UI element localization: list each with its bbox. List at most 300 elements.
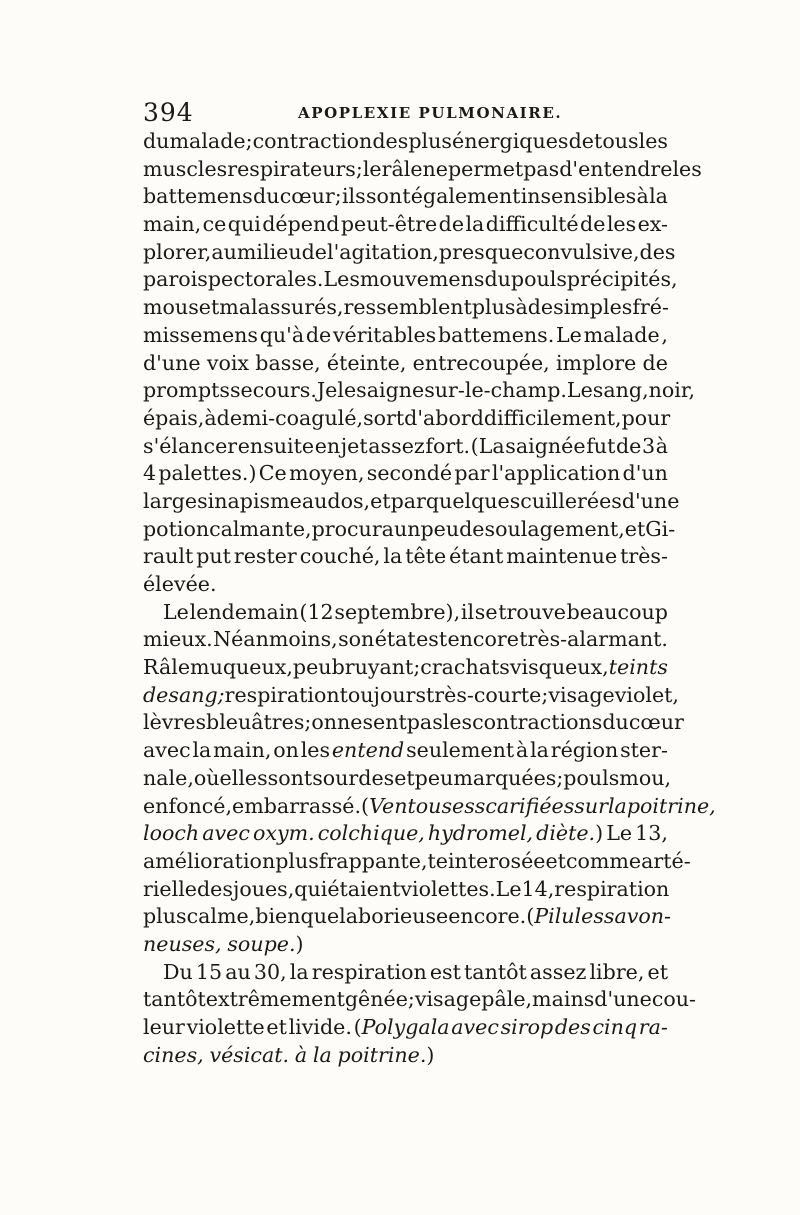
word: crachats xyxy=(420,655,510,680)
word: noir, xyxy=(648,378,696,403)
word: neuses, xyxy=(143,931,222,956)
word: teinte xyxy=(427,848,489,873)
word: de xyxy=(642,350,668,375)
word: étaient xyxy=(327,876,401,901)
word: des xyxy=(196,876,233,901)
text-line xyxy=(143,931,668,959)
word: il xyxy=(460,599,475,624)
word: (Ventouses xyxy=(361,793,475,818)
word: put xyxy=(196,544,231,569)
word: convulsive, xyxy=(523,239,640,264)
word: assurés, xyxy=(257,295,344,320)
word: sont xyxy=(267,765,313,790)
word: assez xyxy=(368,433,425,458)
word: cœur; xyxy=(279,184,342,209)
word: éteinte, xyxy=(326,350,407,375)
word: très-alarmant. xyxy=(519,627,668,652)
text-line xyxy=(143,211,668,239)
word: et xyxy=(198,295,220,320)
word: entend xyxy=(331,738,405,763)
word: joues, xyxy=(232,876,295,901)
word: bruyant; xyxy=(331,655,421,680)
word: et xyxy=(647,959,668,984)
word: étant xyxy=(449,544,504,569)
page-header xyxy=(143,98,668,126)
word: Le xyxy=(495,876,522,901)
text-line xyxy=(143,820,668,848)
word: pas xyxy=(523,156,560,181)
word: visqueux, xyxy=(509,655,609,680)
word: la xyxy=(530,738,549,763)
word: (Pilules xyxy=(526,904,604,929)
word: peu xyxy=(414,765,454,790)
word: large xyxy=(143,488,198,513)
word: mouvemens xyxy=(359,267,485,292)
word: 14, xyxy=(521,876,555,901)
word: rielle xyxy=(143,876,197,901)
word: la xyxy=(289,959,309,984)
word: extrêmement xyxy=(205,987,345,1012)
word: est xyxy=(429,959,461,984)
word: les xyxy=(672,156,702,181)
page-body-text xyxy=(143,128,716,1069)
text-line xyxy=(143,682,679,710)
word: sont xyxy=(365,184,411,209)
word: du xyxy=(484,267,511,292)
word: main, xyxy=(213,738,272,763)
word: calme, xyxy=(186,904,256,929)
word: 30, xyxy=(253,959,287,984)
text-line xyxy=(143,793,716,821)
text-line xyxy=(143,460,668,488)
word: ra- xyxy=(638,1015,668,1039)
word: malade xyxy=(583,322,660,347)
word: assez xyxy=(529,959,587,984)
word: cinq xyxy=(592,1015,638,1039)
word: ster- xyxy=(620,738,668,763)
word: Le xyxy=(566,378,593,403)
word: procura xyxy=(311,516,394,541)
word: (La xyxy=(470,433,505,458)
word: seulement xyxy=(406,738,515,763)
word: plus xyxy=(471,295,516,320)
word: de xyxy=(305,322,332,347)
word: avec xyxy=(451,1015,499,1039)
text-line xyxy=(143,1042,668,1070)
word: respirateurs; xyxy=(227,156,363,181)
word: du xyxy=(253,184,280,209)
word: peut-être xyxy=(340,212,438,237)
word: amélioration xyxy=(143,848,276,873)
word: se xyxy=(474,599,498,624)
word: au xyxy=(301,488,328,513)
word: moyen, xyxy=(288,461,365,486)
word: respiration xyxy=(224,682,340,707)
word: fort. xyxy=(425,433,471,458)
word: la xyxy=(607,793,627,818)
word: bien xyxy=(255,904,301,929)
word: gênée; xyxy=(344,987,415,1012)
text-line xyxy=(143,654,668,682)
word: en xyxy=(314,433,341,458)
word: rault xyxy=(143,544,194,569)
text-line xyxy=(143,543,668,571)
text-line xyxy=(143,405,671,433)
word: sirop xyxy=(500,1015,554,1039)
word: septembre), xyxy=(334,599,461,624)
word: également xyxy=(410,184,521,209)
word: sent xyxy=(362,710,407,735)
word: de xyxy=(459,516,485,541)
word: Ce xyxy=(258,461,287,486)
text-line xyxy=(143,377,696,405)
text-line xyxy=(143,848,691,876)
text-line xyxy=(143,1014,668,1042)
word: précipités xyxy=(566,267,672,292)
word: Néanmoins, xyxy=(213,627,338,652)
word: 13, xyxy=(635,821,668,846)
word: violet, xyxy=(614,682,679,707)
word: peu xyxy=(420,516,460,541)
word: ensuite xyxy=(237,433,315,458)
word: voix xyxy=(206,350,250,375)
word: simples xyxy=(553,295,633,320)
word: violettes. xyxy=(400,876,496,901)
word: lendemain xyxy=(189,599,299,624)
word: marquées; xyxy=(453,765,564,790)
word: insensibles xyxy=(520,184,637,209)
word: du xyxy=(143,129,170,153)
word: diète.) xyxy=(536,821,604,846)
word: maintenue xyxy=(506,544,618,569)
word: sur xyxy=(574,793,608,818)
word: ce xyxy=(202,212,227,237)
text-line xyxy=(143,737,668,765)
word: on xyxy=(273,738,299,763)
word: la xyxy=(383,544,403,569)
word: un xyxy=(393,516,421,541)
text-line xyxy=(143,626,668,654)
word: son xyxy=(338,627,375,652)
word: secondé xyxy=(366,461,453,486)
word: au xyxy=(225,959,251,984)
word: à xyxy=(204,405,217,430)
word: (12 xyxy=(299,599,334,624)
word: , xyxy=(661,322,668,347)
word: région xyxy=(550,738,619,763)
word: à xyxy=(655,433,668,458)
word: presque xyxy=(438,239,524,264)
word: saignée xyxy=(505,433,586,458)
text-line xyxy=(143,571,668,599)
word: pas xyxy=(406,710,443,735)
word: prompts xyxy=(143,378,230,403)
word: difficulté xyxy=(485,212,579,237)
word: la xyxy=(465,212,485,237)
word: demi-coagulé, xyxy=(216,405,364,430)
word: à xyxy=(515,738,529,763)
word: hydromel, xyxy=(427,821,534,846)
word: frappante, xyxy=(318,848,428,873)
word: mains xyxy=(532,987,595,1012)
text-line xyxy=(143,266,678,294)
word: de xyxy=(301,239,327,264)
word: sourdes xyxy=(312,765,395,790)
word: d'entendre xyxy=(559,156,673,181)
word: looch xyxy=(143,821,200,846)
word: ex- xyxy=(637,212,668,237)
word: poitrine.) xyxy=(337,1042,435,1067)
word: où xyxy=(193,765,220,790)
word: battemens xyxy=(143,184,253,209)
word: ils xyxy=(341,184,366,209)
word: avec xyxy=(143,738,191,763)
word: livide. xyxy=(288,1015,352,1039)
word: plus xyxy=(408,129,452,153)
word: on xyxy=(311,710,337,735)
text-line xyxy=(143,488,680,516)
text-line xyxy=(143,903,672,931)
word: qui xyxy=(227,212,261,237)
word: sinapisme xyxy=(197,488,302,513)
word: mou, xyxy=(619,765,672,790)
word: fut xyxy=(586,433,616,458)
word: contractions xyxy=(472,710,603,735)
text-line xyxy=(143,709,684,737)
word: saigne xyxy=(356,378,425,403)
word: dos, xyxy=(327,488,371,513)
text-line xyxy=(143,294,668,322)
word: enfoncé, xyxy=(143,793,233,818)
word: Le xyxy=(556,322,582,347)
word: les xyxy=(606,212,637,237)
word: par xyxy=(454,461,490,486)
text-line xyxy=(143,239,676,267)
word: élevée. xyxy=(143,572,217,596)
word: à xyxy=(294,1042,308,1067)
word: qui xyxy=(294,876,328,901)
word: encore xyxy=(447,627,519,652)
word: les xyxy=(442,710,473,735)
word: cou- xyxy=(651,987,696,1012)
word: pour xyxy=(621,405,671,430)
word: trouve xyxy=(498,599,566,624)
word: ne xyxy=(422,156,448,181)
word: plus xyxy=(275,848,319,873)
word: et xyxy=(545,848,566,873)
word: la xyxy=(312,1042,332,1067)
text-line xyxy=(143,183,668,211)
text-line xyxy=(143,128,668,156)
word: pectorales. xyxy=(207,267,324,292)
word: d'une xyxy=(621,488,680,513)
word: que xyxy=(300,904,340,929)
word: rester xyxy=(233,544,297,569)
word: des xyxy=(639,239,676,264)
word: peu xyxy=(292,655,332,680)
word: toujours xyxy=(339,682,427,707)
word: battemens. xyxy=(437,322,555,347)
word: et xyxy=(394,765,415,790)
word: Les xyxy=(323,267,360,292)
word: (Polygala xyxy=(353,1015,450,1039)
word: pouls xyxy=(510,267,567,292)
word: pouls xyxy=(563,765,620,790)
word: respiration xyxy=(554,876,670,901)
word: sur-le-champ. xyxy=(424,378,567,403)
word: milieu xyxy=(236,239,302,264)
word: du xyxy=(602,710,629,735)
word: muscles xyxy=(143,156,228,181)
page-number: 394 xyxy=(143,98,194,127)
text-line xyxy=(143,322,668,350)
text-line xyxy=(143,986,696,1014)
word: les xyxy=(638,129,668,153)
word: implore xyxy=(555,350,637,375)
word: la xyxy=(192,738,212,763)
word: des xyxy=(372,129,409,153)
word: d'une xyxy=(143,350,201,375)
word: permet xyxy=(447,156,524,181)
word: énergiques xyxy=(452,129,569,153)
word: râle xyxy=(381,156,423,181)
word: le xyxy=(337,378,357,403)
text-line xyxy=(143,156,702,184)
word: plorer, xyxy=(143,239,212,264)
word: très-courte; xyxy=(426,682,549,707)
word: embarrassé. xyxy=(232,793,362,818)
word: tous xyxy=(594,129,639,153)
word: beaucoup xyxy=(566,599,668,624)
word: arté- xyxy=(641,848,691,873)
word: bleuâtres; xyxy=(206,710,312,735)
word: les xyxy=(300,738,331,763)
word: ne xyxy=(337,710,363,735)
word: pâle, xyxy=(481,987,533,1012)
word: palettes.) xyxy=(158,461,257,486)
word: très- xyxy=(620,544,668,569)
word: Le xyxy=(606,821,633,846)
word: quelques xyxy=(425,488,521,513)
text-line xyxy=(143,959,668,987)
word: entrecoupée, xyxy=(412,350,550,375)
word: rosée xyxy=(488,848,546,873)
word: l'agitation, xyxy=(327,239,439,264)
word: avec xyxy=(202,821,250,846)
text-line xyxy=(143,765,672,793)
word: tantôt xyxy=(464,959,527,984)
word: Gi- xyxy=(645,516,676,541)
word: la xyxy=(649,184,668,209)
word: main, xyxy=(143,212,202,237)
word: poitrine, xyxy=(626,793,716,818)
word: cœur xyxy=(628,710,684,735)
word: colchique, xyxy=(317,821,425,846)
word: , xyxy=(671,267,678,292)
word: épais, xyxy=(143,405,205,430)
word: visage xyxy=(414,987,482,1012)
text-line xyxy=(143,516,676,544)
word: Le xyxy=(163,599,189,624)
word: fré- xyxy=(632,295,669,320)
word: d'un xyxy=(622,461,668,486)
word: s'élancer xyxy=(143,433,238,458)
word: d'une xyxy=(594,987,652,1012)
word: plus xyxy=(143,904,187,929)
word: vésicat. xyxy=(209,1042,290,1067)
word: libre, xyxy=(589,959,645,984)
word: tantôt xyxy=(143,987,206,1012)
word: de xyxy=(568,129,594,153)
word: sang, xyxy=(592,378,649,403)
word: qu'à xyxy=(259,322,305,347)
word: jet xyxy=(340,433,368,458)
word: Du xyxy=(163,959,193,984)
word: véritables xyxy=(332,322,437,347)
word: ressemblent xyxy=(343,295,472,320)
word: teints xyxy=(608,655,668,680)
word: violette xyxy=(186,1015,265,1039)
word: parois xyxy=(143,267,208,292)
word: à xyxy=(636,184,649,209)
word: cuillerées xyxy=(520,488,622,513)
word: de xyxy=(527,295,554,320)
word: lèvres xyxy=(143,710,207,735)
word: cines, xyxy=(143,1042,204,1067)
word: basse, xyxy=(255,350,321,375)
word: leur xyxy=(143,1015,185,1039)
word: scarifiées xyxy=(474,793,575,818)
text-line xyxy=(143,433,668,461)
word: et xyxy=(266,1015,287,1039)
word: à xyxy=(515,295,528,320)
word: et xyxy=(624,516,646,541)
word: d'abord xyxy=(404,405,484,430)
word: l'application xyxy=(491,461,621,486)
word: missemens xyxy=(143,322,258,347)
word: est xyxy=(416,627,448,652)
word: mieux. xyxy=(143,627,213,652)
word: soupe.) xyxy=(227,931,304,956)
word: Râle xyxy=(143,655,191,680)
word: couché, xyxy=(299,544,381,569)
text-line xyxy=(143,350,668,378)
word: sang; xyxy=(168,682,225,707)
word: respiration xyxy=(311,959,427,984)
word: 3 xyxy=(641,433,656,458)
running-head: APOPLEXIE PULMONAIRE. xyxy=(298,104,563,122)
word: de xyxy=(615,433,642,458)
word: potion xyxy=(143,516,210,541)
word: comme xyxy=(565,848,642,873)
word: visage xyxy=(548,682,615,707)
word: contraction xyxy=(252,129,373,153)
word: secours. xyxy=(229,378,317,403)
word: état xyxy=(374,627,416,652)
word: de xyxy=(143,682,169,707)
word: malade; xyxy=(169,129,253,153)
word: 4 xyxy=(143,461,157,486)
word: mal xyxy=(219,295,258,320)
word: muqueux, xyxy=(190,655,293,680)
word: 15 xyxy=(195,959,223,984)
word: oxym. xyxy=(252,821,315,846)
word: sort xyxy=(363,405,405,430)
word: tête xyxy=(405,544,447,569)
word: encore. xyxy=(448,904,527,929)
word: de xyxy=(580,212,606,237)
word: difficilement, xyxy=(483,405,622,430)
